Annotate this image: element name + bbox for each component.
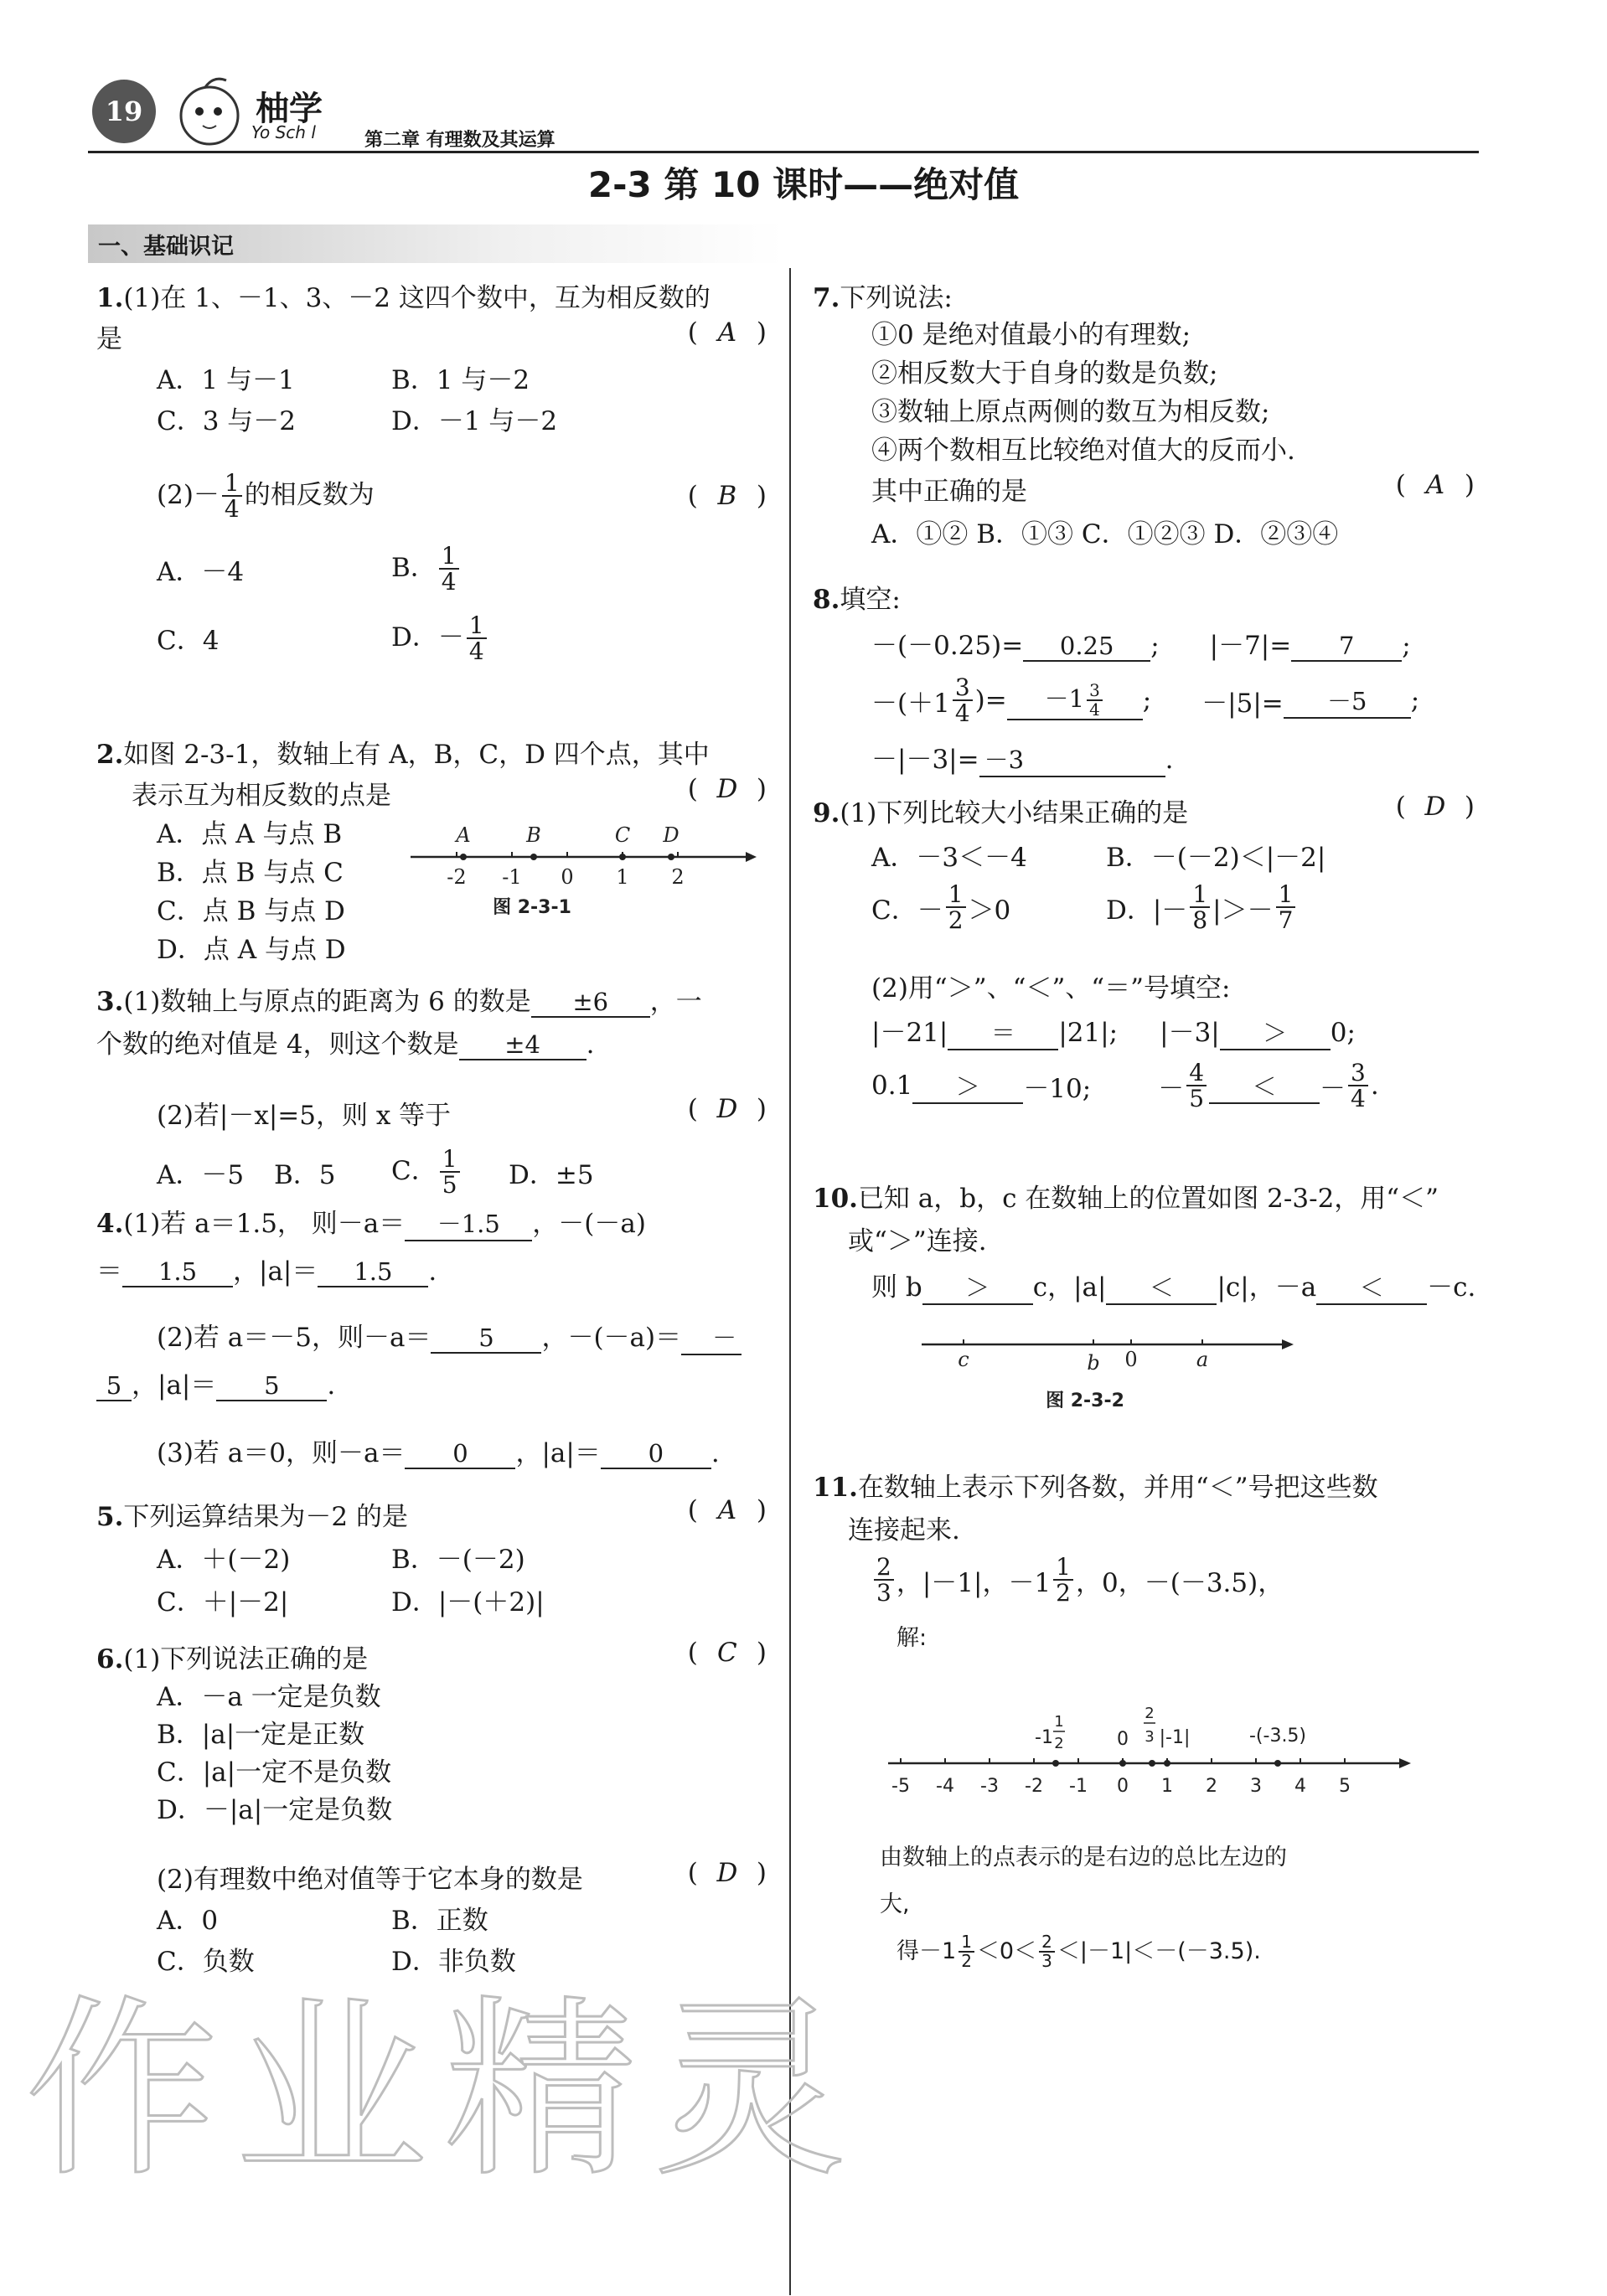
option: A．1 与－1 (157, 365, 295, 395)
point-label: b (1087, 1351, 1100, 1375)
question-4: 4.(1)若 a＝1.5， 则－a＝ －1.5 ，－(－a) ＝ 1.5 ，|a|＝ 1.5 . (2)若 a＝－5，则－a＝ 5 ，－(－a)＝ － 5 ，|a|＝ 5 . (3)若 a＝0，则－a＝ 0 ，|a|＝ 0 . (96, 1202, 767, 1469)
point-label: C (614, 823, 631, 847)
fill-blank: 1.5 (122, 1257, 233, 1287)
brand-name: 柚学 (256, 90, 323, 128)
question-text: (2)有理数中绝对值等于它本身的数是 (157, 1865, 583, 1895)
option: D．－|a|一定是负数 (157, 1795, 393, 1825)
question-8: 8.填空: －(－0.25)= 0.25 ; |－7|= 7 ; －(＋1 $\frac{3}{4}$ )= －1 $\frac{3}{4}$ ; －|5|= －5 ; －|－3|= －3 . (813, 578, 1475, 777)
solution-text: 由数轴上的点表示的是右边的总比左边的 (880, 1845, 1287, 1870)
figure-caption: 图 2-3-1 (493, 897, 571, 918)
fill-blank: － (681, 1319, 741, 1355)
question-6: 6.(1)下列说法正确的是 ( C ) A．－a 一定是负数 B．|a|一定是正数 C．|a|一定不是负数 D．－|a|一定是负数 (2)有理数中绝对值等于它本身的数是 ( D ) A．0 B．正数 C．负数 D．非负数 (96, 1638, 767, 1977)
option: D．|－ $\frac{1}{8}$ |＞－ $\frac{1}{7}$ (1106, 882, 1298, 933)
question-text: 如图 2-3-1，数轴上有 A，B，C，D 四个点，其中 (123, 740, 710, 770)
fill-blank: 7 (1291, 632, 1402, 662)
fill-blank: 5 (431, 1323, 541, 1354)
question-9: 9.(1)下列比较大小结果正确的是 ( D ) A．－3＜－4 B．－(－2)＜|－2| C．－ $\frac{1}{2}$ ＞0 D．|－ $\frac{1}{8}$ |＞－ $\frac{1}{7}$ (2)用“＞”、“＜”、“＝”号填空: |－21| ＝ |21|; |－3| ＞ 0; 0.1 ＞ －10; － $\frac{4}{5}$ ＜ － $\frac{3}{4}$ . (813, 792, 1475, 1113)
question-7: 7.下列说法: ①0 是绝对值最小的有理数; ②相反数大于自身的数是负数; ③数轴上原点两侧的数互为相反数; ④两个数相互比较绝对值大的反而小. 其中正确的是 ( A ) A．①② B．①③ C．①②③ D．②③④ (813, 283, 1475, 549)
tick-label: -3 (980, 1776, 999, 1797)
fill-blank: ±6 (531, 988, 650, 1018)
tick-label: 0 (561, 865, 574, 889)
statement: ④两个数相互比较绝对值大的反而小. (871, 436, 1295, 466)
fill-blank: ＜ (1106, 1269, 1217, 1305)
option: B．5 (274, 1159, 336, 1190)
solution-text: 大, (880, 1891, 910, 1917)
option: D．－ $\frac{1}{4}$ (391, 613, 489, 664)
point-label: a (1196, 1348, 1209, 1371)
fill-blank: 1.5 (318, 1257, 428, 1287)
question-number: 1. (96, 283, 124, 313)
question-text: 是 (96, 324, 122, 354)
fill-blank: －5 (1284, 683, 1411, 719)
option: D．|－(＋2)| (391, 1587, 545, 1618)
number-line-solution (880, 1688, 1416, 1814)
option: C．4 (157, 626, 220, 657)
option: A．－4 (157, 556, 245, 587)
answer-slot: ( D ) (687, 1858, 767, 1888)
answer-slot: ( D ) (687, 774, 767, 804)
number-line-figure-2-3-2 (913, 1319, 1299, 1428)
answer-slot: ( D ) (687, 1094, 767, 1124)
option: D．±5 (509, 1159, 594, 1190)
fill-blank: ＞ (922, 1269, 1033, 1305)
mark-label: 3 (1145, 1728, 1155, 1746)
option: B．1 与－2 (391, 365, 530, 395)
fill-blank: 0 (601, 1439, 711, 1469)
number-list: $\frac{2}{3}$ ，|－1|，－1 $\frac{1}{2}$ ，0，－(－3.5)， (871, 1555, 1475, 1606)
fill-blank: －3 (979, 741, 1165, 777)
point-label: A (456, 823, 471, 847)
option: A．－3＜－4 (871, 843, 1027, 873)
answer-slot: ( B ) (687, 481, 767, 512)
tick-label: 5 (1339, 1776, 1351, 1797)
mark-label: 0 (1117, 1729, 1129, 1750)
figure-caption: 图 2-3-2 (1046, 1390, 1124, 1411)
fill-blank: －1 $\frac{3}{4}$ (1007, 680, 1143, 720)
option: A．0 (157, 1906, 219, 1936)
watermark: 作业精灵 (25, 1979, 864, 2203)
option: C．|a|一定不是负数 (157, 1757, 392, 1788)
fill-blank: ＝ (948, 1014, 1058, 1050)
question-text: 下列运算结果为－2 的是 (123, 1502, 408, 1532)
number-line-figure-2-3-1 (406, 817, 758, 942)
option: C．3 与－2 (157, 406, 297, 436)
page-title: 2-3 第 10 课时——绝对值 (587, 164, 1020, 205)
solution-label: 解: (897, 1624, 928, 1651)
question-text: 在数轴上表示下列各数，并用“＜”号把这些数 (857, 1473, 1378, 1503)
fill-blank: 0 (405, 1439, 515, 1469)
question-text: (1)下列比较大小结果正确的是 (840, 798, 1189, 828)
option: D．非负数 (391, 1947, 516, 1977)
fill-blank: 5 (96, 1371, 132, 1401)
answer-slot: ( A ) (687, 317, 767, 348)
mark-label: -1 (1035, 1727, 1053, 1748)
question-text: 其中正确的是 (871, 477, 1027, 507)
page-number: 19 (105, 95, 143, 127)
page-number-badge (92, 80, 156, 143)
fill-blank: ＜ (1209, 1068, 1320, 1104)
option: C．＋|－2| (157, 1587, 289, 1618)
question-text: (1)下列说法正确的是 (123, 1644, 369, 1674)
mark-label: 1 (1054, 1713, 1064, 1731)
option: B．－(－2) (391, 1545, 525, 1575)
chapter-title: 第二章 有理数及其运算 (364, 130, 555, 151)
point-label: D (663, 823, 679, 847)
answer-slot: ( D ) (1395, 792, 1475, 822)
point-label: 0 (1124, 1348, 1138, 1371)
question-number: 2. (96, 740, 124, 770)
statement: ①0 是绝对值最小的有理数; (871, 320, 1191, 350)
mark-label: 2 (1054, 1735, 1064, 1752)
question-text: 或“＞”连接. (848, 1226, 987, 1256)
pomelo-mascot-icon (168, 74, 260, 149)
option: A．＋(－2) (157, 1545, 291, 1575)
section-heading (88, 224, 783, 263)
tick-label: 0 (1117, 1776, 1129, 1797)
question-text: 下列说法: (840, 283, 953, 313)
tick-label: 3 (1250, 1776, 1262, 1797)
statement: ②相反数大于自身的数是负数; (871, 359, 1218, 389)
option: C．负数 (157, 1947, 255, 1977)
question-text: (2)用“＞”、“＜”、“＝”号填空: (871, 973, 1231, 1004)
fill-blank: ＞ (1220, 1014, 1331, 1050)
option: B．－(－2)＜|－2| (1106, 843, 1326, 873)
option: C．点 B 与点 D (157, 896, 345, 926)
section-title: 一、基础识记 (98, 233, 234, 260)
point-label: c (958, 1348, 969, 1371)
tick-label: 4 (1294, 1776, 1306, 1797)
option: B．正数 (391, 1906, 488, 1936)
option: B．|a|一定是正数 (157, 1720, 365, 1750)
question-text: 填空: (840, 585, 901, 615)
question-11: 11.在数轴上表示下列各数，并用“＜”号把这些数 连接起来. $\frac{2}{3}$ ，|－1|，－1 $\frac{1}{2}$ ，0，－(－3.5)， 解: -5 -4 -3 -2 -1 0 1 2 3 4 5 -1 1 2 0 2 3 |-1| -(-3.5) 由数轴上的点表示的是右边的总比左边的 大, 得－1 $\frac{1}{2}$ ＜0＜ $\frac{2}{3}$ ＜|－1|＜－(－3.5). (813, 1466, 1475, 1652)
tick-label: 2 (671, 865, 685, 889)
tick-label: 2 (1206, 1776, 1217, 1797)
fill-blank: 5 (216, 1371, 327, 1401)
question-text: 已知 a，b，c 在数轴上的位置如图 2-3-2，用“＜” (857, 1184, 1439, 1214)
tick-label: -2 (1025, 1776, 1043, 1797)
tick-label: -2 (447, 865, 467, 889)
mark-label: 2 (1145, 1705, 1155, 1722)
mark-label: |-1| (1159, 1727, 1191, 1748)
question-1 (96, 276, 767, 663)
tick-label: -1 (502, 865, 522, 889)
question-5: 5.下列运算结果为－2 的是 ( A ) A．＋(－2) B．－(－2) C．＋|－2| D．|－(＋2)| (96, 1495, 767, 1618)
answer-slot: ( A ) (1395, 470, 1475, 500)
option: A．－a 一定是负数 (157, 1682, 381, 1712)
option: B．点 B 与点 C (157, 858, 344, 888)
mark-label: -(-3.5) (1248, 1726, 1307, 1747)
brand-subtitle: Yo Sch l (251, 122, 316, 142)
question-text: (2)－ $\frac{1}{4}$ 的相反数为 (157, 469, 375, 524)
tick-label: 1 (616, 865, 629, 889)
tick-label: 1 (1161, 1776, 1173, 1797)
fill-blank: －1.5 (405, 1205, 532, 1241)
point-label: B (526, 823, 541, 847)
question-10: 10.已知 a，b，c 在数轴上的位置如图 2-3-2，用“＜” 或“＞”连接. 则 b ＞ c，|a| ＜ |c|，－a ＜ －c. c b 0 a 图 2-3-2 (813, 1177, 1475, 1305)
option: C．－ $\frac{1}{2}$ ＞0 (871, 880, 1011, 935)
fill-blank: ＞ (912, 1068, 1023, 1104)
fraction: $\frac{1}{4}$ (222, 471, 242, 522)
fill-blank: ±4 (459, 1030, 586, 1060)
question-text: (2)若|－x|=5，则 x 等于 (157, 1101, 452, 1131)
question-text: 连接起来. (848, 1515, 960, 1545)
option: D．点 A 与点 D (157, 935, 346, 965)
question-3: 3.(1)数轴上与原点的距离为 6 的数是 ±6 ，一 个数的绝对值是 4，则这个数是 ±4 . (2)若|－x|=5，则 x 等于 ( D ) A．－5 B．5 C． $\frac{1}{5}$ D．±5 (96, 987, 767, 1200)
header (88, 67, 1479, 159)
option: C． $\frac{1}{5}$ (391, 1147, 509, 1198)
tick-label: -1 (1069, 1776, 1088, 1797)
statement: ③数轴上原点两侧的数互为相反数; (871, 397, 1270, 427)
answer-slot: ( A ) (687, 1495, 767, 1525)
header-rule (88, 151, 1479, 153)
question-text: (1)在 1、－1、3、－2 这四个数中，互为相反数的 (123, 283, 710, 313)
option: D．－1 与－2 (391, 406, 558, 436)
option: A．－5 (157, 1159, 245, 1190)
solution-text: 得－1 $\frac{1}{2}$ ＜0＜ $\frac{2}{3}$ ＜|－1|＜－(－3.5). (897, 1932, 1261, 1971)
tick-label: -4 (936, 1776, 954, 1797)
fill-blank: 0.25 (1023, 632, 1150, 662)
fill-blank: ＜ (1316, 1269, 1427, 1305)
question-text: 表示互为相反数的点是 (132, 781, 391, 811)
option: A．点 A 与点 B (157, 819, 343, 849)
question-2 (96, 733, 767, 969)
answer-slot: ( C ) (687, 1638, 767, 1668)
tick-label: -5 (891, 1776, 910, 1797)
options: A．①② B．①③ C．①②③ D．②③④ (871, 519, 1339, 549)
option: B． $\frac{1}{4}$ (391, 544, 462, 595)
